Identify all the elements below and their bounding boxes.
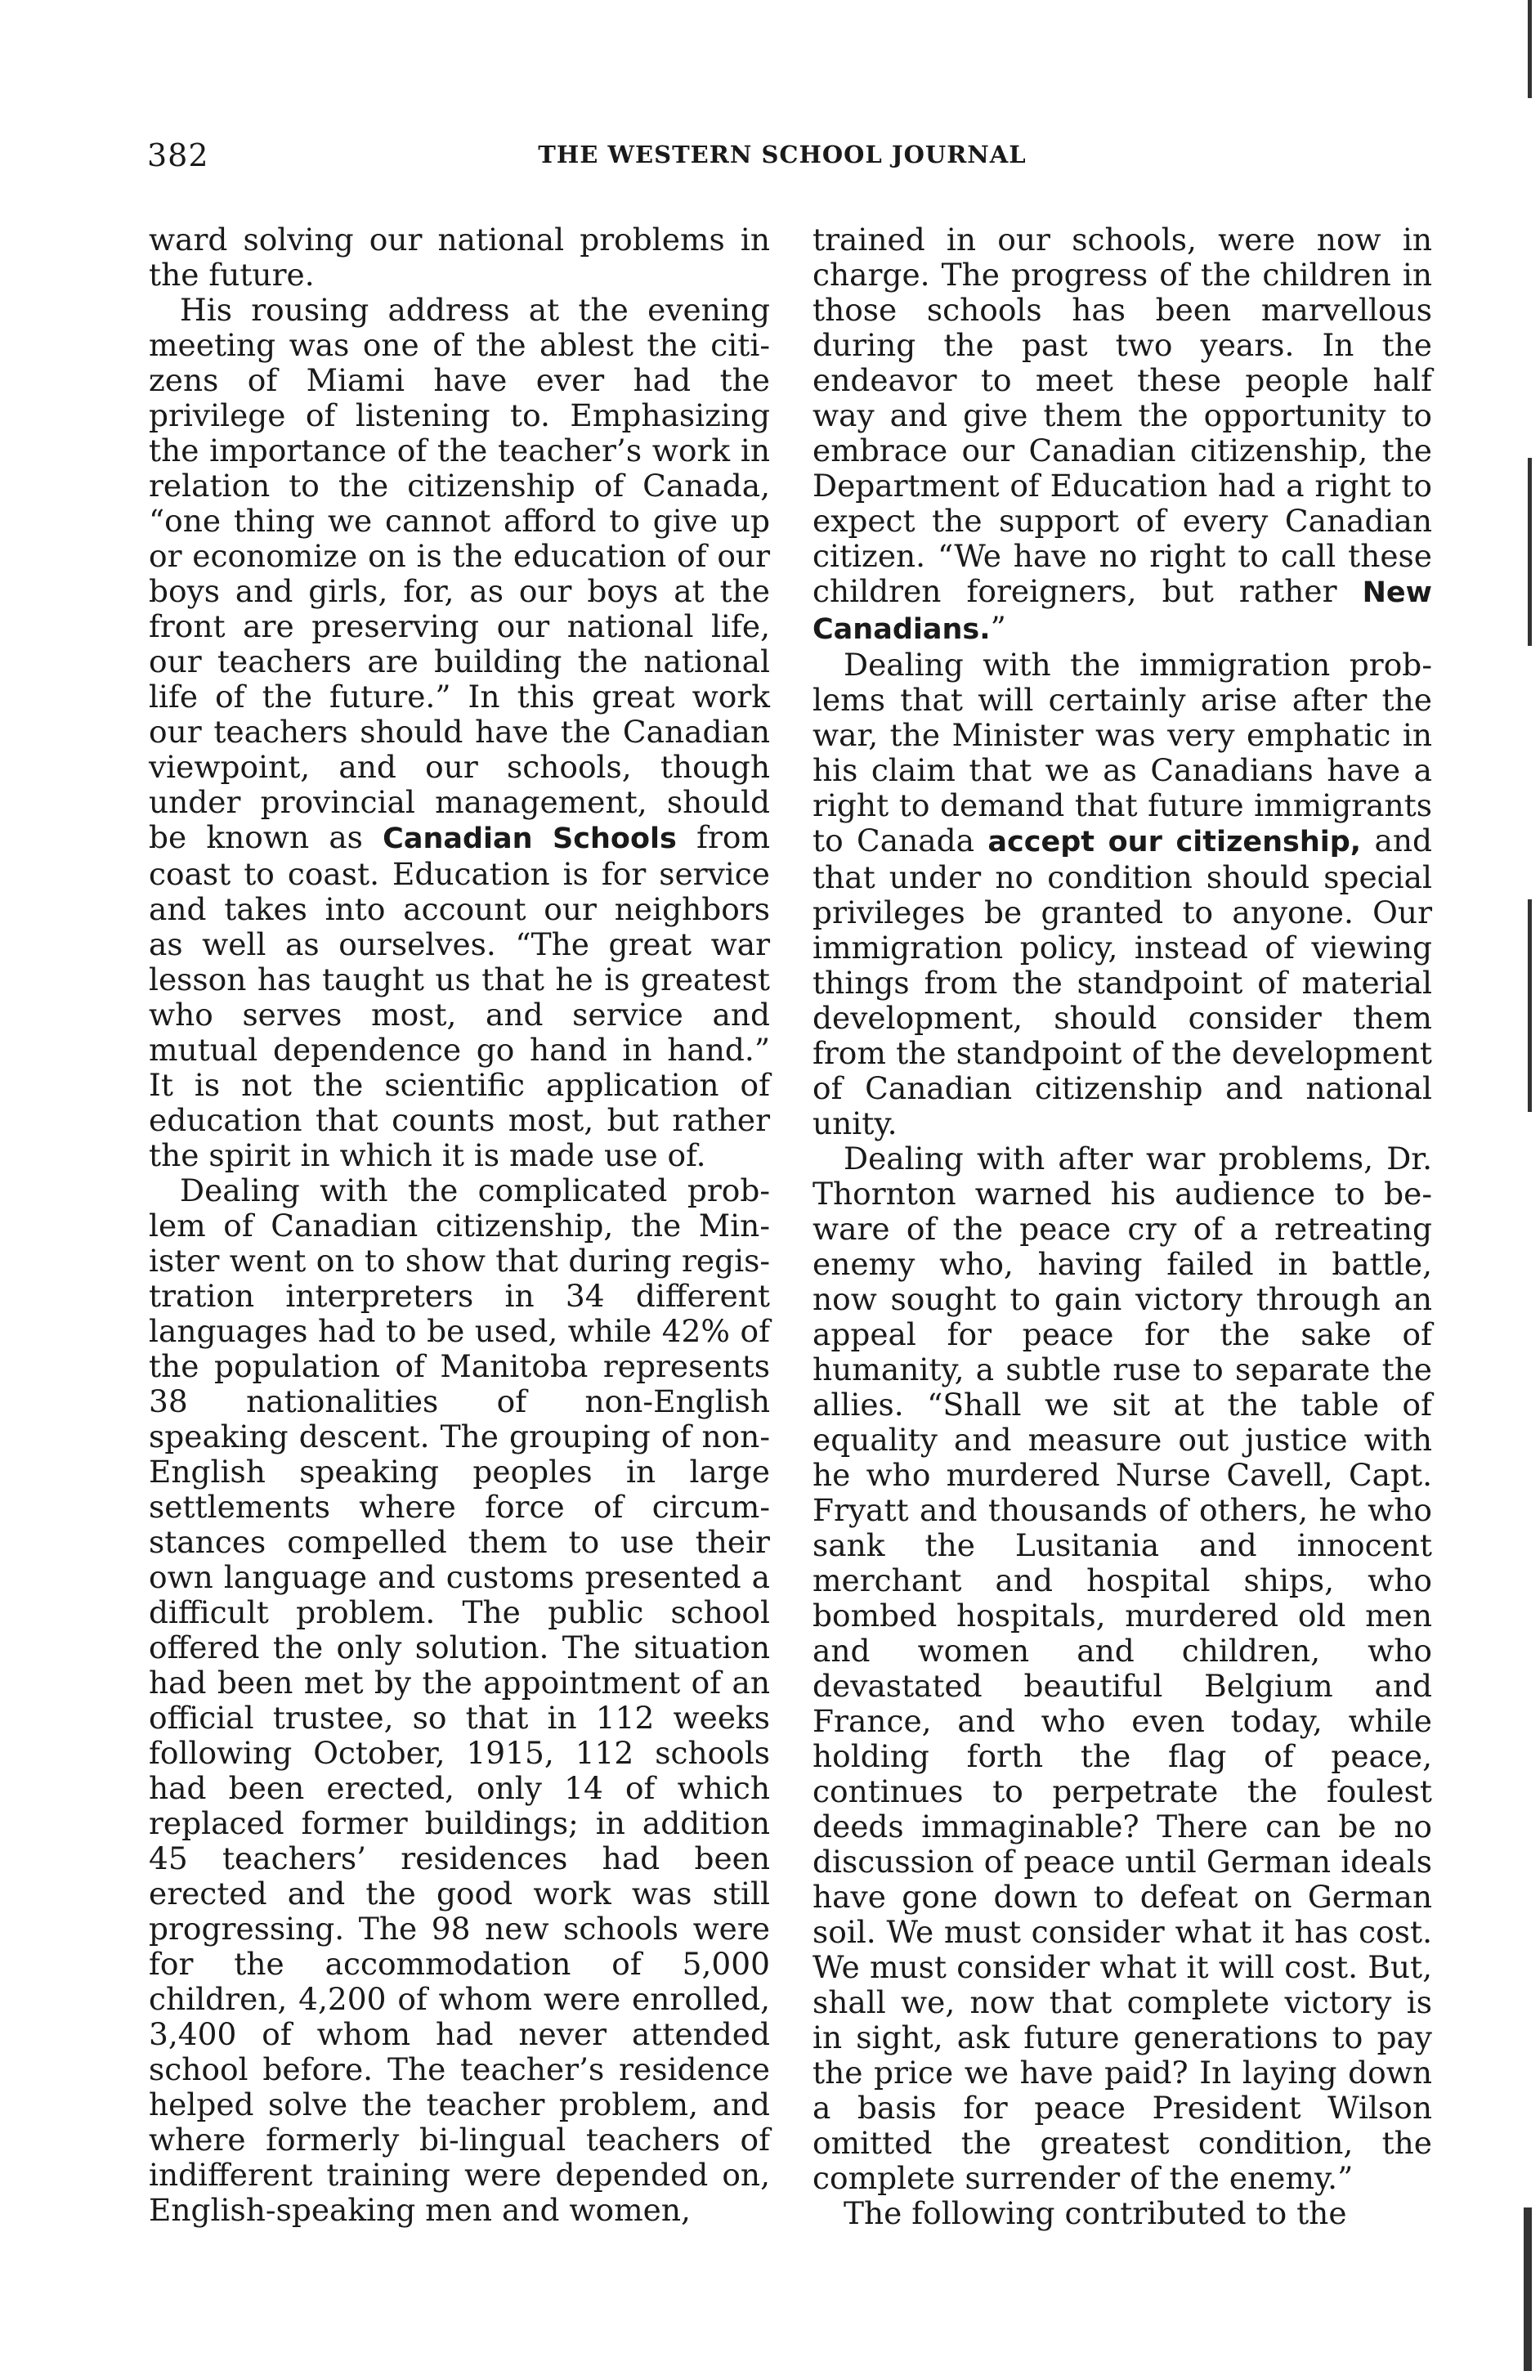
paragraph-text: His rousing address at the evening meeting was one of the ablest the citizens of Miami have ever had the privilege of listening to. Emphasizing the importance of the teacher’s work in relation to the citizenship of Canada, “one thing we cannot afford to give up or economize on is the education of our boys and girls, for, as our boys at the front are preserving our national life, our teachers are building the national life of the future.” In this great work our teachers should have the Canadian viewpoint, and our schools, though under provincial management, should be known as bbox=[149, 292, 770, 855]
paragraph-text: Dealing with the immigration problems that will certainly arise after the war, the Minister was very emphatic in his claim that we as Canadians have a right to demand that future immigrants to Canada bbox=[813, 647, 1432, 858]
bold-phrase: accept our citizenship, bbox=[987, 826, 1362, 858]
scan-edge-mark bbox=[1524, 2207, 1532, 2371]
scan-edge-mark bbox=[1528, 458, 1532, 646]
paragraph bbox=[149, 293, 770, 1173]
paragraph: Dealing with the complicated problem of Canadian citizenship, the Minister went on to show that during registration interpreters in 34 different languages had to be used, while 42% of the population of Manitoba represents 38 nationalities of non-English speaking descent. The grouping of non-English speaking peoples in large settlements where force of circumstances compelled them to use their own language and customs presented a difficult problem. The public school offered the only solution. The situation had been met by the appointment of an official trustee, so that in 112 weeks following October, 1915, 112 schools had been erected, only 14 of which replaced former buildings; in addition 45 teachers’ residences had been erected and the good work was still progressing. The 98 new schools were for the accommodation of 5,000 children, 4,200 of whom were enrolled, 3,400 of whom had never attended school before. The teacher’s residence helped solve the teacher problem, and where formerly bi-lingual teachers of indifferent training were depended on, English-speaking men and women, bbox=[149, 1172, 770, 2228]
bold-phrase: New Canadians. bbox=[813, 576, 1432, 646]
running-head: THE WESTERN SCHOOL JOURNAL bbox=[538, 141, 1027, 168]
right-column bbox=[813, 222, 1432, 2231]
paragraph-text: trained in our schools, were now in charge. The progress of the children in those schools has been marvellous during the past two years. In the endeavor to meet these people half way and give them the opportunity to embrace our Canadian citizenship, the Department of Education had a right to expect the support of every Canadian citizen. “We have no right to call these children foreigners, but rather bbox=[813, 222, 1432, 609]
scan-edge-mark bbox=[1528, 0, 1532, 98]
paragraph bbox=[813, 648, 1432, 1141]
scan-edge-mark bbox=[1528, 899, 1532, 1112]
paragraph bbox=[813, 222, 1432, 648]
paragraph: ward solving our national problems in the future. bbox=[149, 222, 770, 293]
left-column bbox=[149, 222, 770, 2228]
paragraph: The following contributed to the bbox=[844, 2195, 1347, 2231]
page-number: 382 bbox=[147, 137, 209, 173]
paragraph-text: from coast to coast. Education is for service and takes into account our neighbors as well as ourselves. “The great war lesson has taught us that he is greatest who serves most, and service and mutual dependence go hand in hand.” It is not the scientific application of education that counts most, but rather the spirit in which it is made use of. bbox=[149, 819, 771, 1173]
paragraph: Dealing with after war problems, Dr. Thornton warned his audience to beware of the peace cry of a retreating enemy who, having failed in battle, now sought to gain victory through an appeal for peace for the sake of humanity, a subtle ruse to separate the allies. “Shall we sit at the table of equality and measure out justice with he who murdered Nurse Cavell, Capt. Fryatt and thousands of others, he who sank the Lusitania and innocent merchant and hospital ships, who bombed hospitals, murdered old men and women and children, who devastated beautiful Belgium and France, and who even today, while holding forth the flag of peace, continues to perpetrate the foulest deeds immaginable? There can be no discussion of peace until German ideals have gone down to defeat on German soil. We must consider what it has cost. We must consider what it will cost. But, shall we, now that complete victory is in sight, ask future generations to pay the price we have paid? In laying down a basis for peace President Wilson omitted the greatest condition, the complete surrender of the enemy.” bbox=[813, 1141, 1432, 2196]
paragraph-text: ” bbox=[990, 610, 1006, 646]
paragraph-text: and that under no condition should special privileges be granted to anyone. Our immigration policy, instead of viewing things from the standpoint of material development, should consider them from the standpoint of the development of Canadian citizenship and national unity. bbox=[813, 822, 1432, 1141]
bold-phrase: Canadian Schools bbox=[383, 822, 677, 855]
